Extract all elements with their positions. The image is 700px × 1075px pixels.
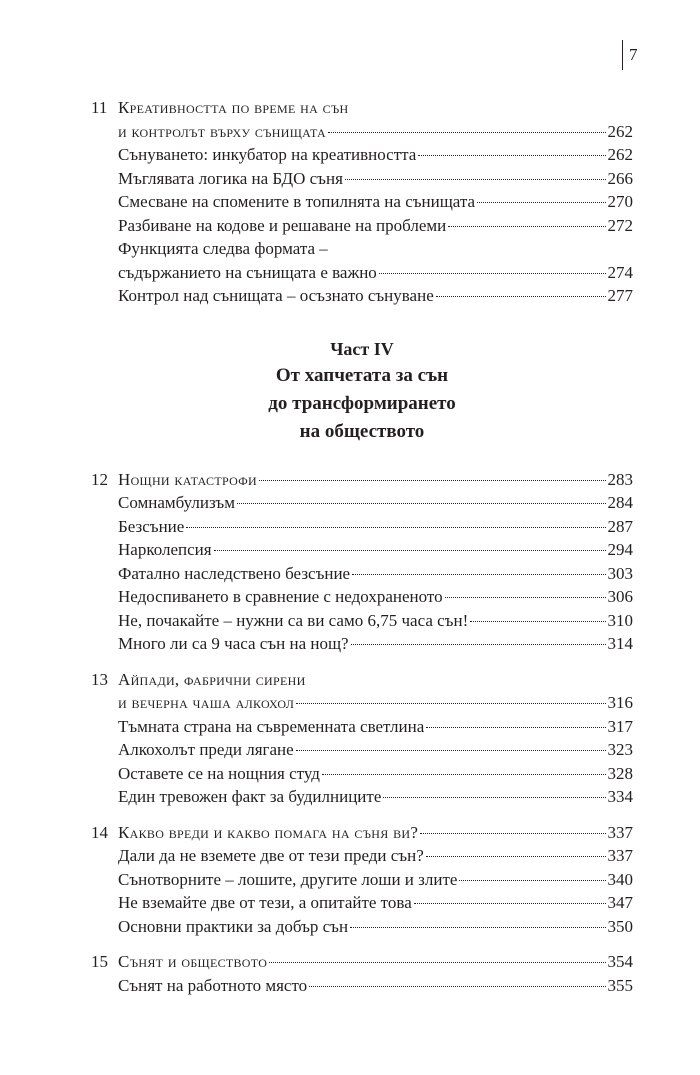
entry-title: Алкохолът преди лягане (118, 740, 294, 759)
part-title-line: От хапчетата за сън (275, 364, 449, 386)
chapter-title: Креативността по време на сън (118, 98, 349, 117)
toc-entry (91, 585, 633, 609)
dot-leader (445, 597, 606, 598)
dot-leader (269, 962, 605, 963)
entry-title: Контрол над сънищата – осъзнато сънуване (118, 286, 434, 305)
toc-entry (91, 891, 633, 915)
part-heading (91, 336, 633, 446)
chapter-number: 11 (91, 98, 108, 117)
page-ref: 274 (607, 262, 633, 282)
page-ref: 316 (607, 693, 633, 712)
chapter-title-line (91, 950, 633, 974)
dot-leader (379, 273, 606, 274)
chapter-13 (91, 668, 633, 809)
dot-leader (477, 202, 605, 203)
dot-leader (186, 527, 605, 528)
dot-leader (470, 621, 605, 622)
toc-entry (91, 562, 633, 586)
page-ref: 266 (607, 168, 633, 188)
entry-title: Тъмната страна на съвременната светлина (118, 716, 425, 736)
chapter-title-line (91, 96, 633, 120)
page-ref: 354 (607, 952, 633, 971)
entry-title: Разбиване на кодове и решаване на проблеми (118, 215, 447, 235)
toc-entry (91, 868, 633, 892)
dot-leader (448, 226, 605, 227)
chapter-title: Айпади, фабрични сирени (118, 669, 306, 689)
dot-leader (259, 480, 606, 481)
dot-leader (322, 774, 606, 775)
page-ref: 337 (607, 822, 633, 842)
toc-entry (91, 538, 633, 562)
page-ref: 347 (607, 893, 633, 912)
toc-entry (91, 143, 633, 167)
dot-leader (436, 296, 606, 297)
toc-entry (91, 762, 633, 786)
entry-title: Функцията следва формата – (118, 239, 328, 258)
chapter-number: 14 (91, 822, 108, 842)
toc-entry (91, 785, 633, 809)
toc-entry (91, 515, 633, 539)
entry-title: Един тревожен факт за будилниците (118, 787, 382, 806)
chapter-title-continued: и контролът върху сънищата (118, 121, 327, 141)
dot-leader (350, 927, 605, 928)
dot-leader (420, 833, 605, 834)
dot-leader (426, 727, 605, 728)
page-ref: 272 (607, 215, 633, 235)
page-ref: 277 (607, 286, 633, 305)
entry-title: Безсъние (118, 516, 185, 536)
dot-leader (418, 155, 605, 156)
page-ref: 328 (607, 763, 633, 783)
page-ref: 323 (607, 740, 633, 759)
entry-title: Дали да не вземете две от тези преди сън? (118, 846, 424, 865)
part-title-line: до трансформирането (268, 392, 456, 414)
dot-leader (345, 179, 606, 180)
entry-title-continued: съдържанието на сънищата е важно (118, 262, 377, 282)
toc-entry (91, 237, 633, 261)
entry-title: Основни практики за добър сън (118, 916, 349, 936)
chapter-number: 12 (91, 469, 108, 489)
dot-leader (237, 503, 606, 504)
toc-entry (91, 738, 633, 762)
page-ref: 334 (607, 787, 633, 806)
page-ref: 262 (607, 121, 633, 141)
page-ref: 340 (607, 869, 633, 889)
dot-leader (383, 797, 605, 798)
dot-leader (426, 856, 606, 857)
chapter-15 (91, 950, 633, 997)
page-number: 7 (622, 40, 638, 70)
page-ref: 284 (607, 493, 633, 512)
chapter-title-line (91, 668, 633, 692)
chapter-11 (91, 96, 633, 308)
page-ref: 310 (607, 610, 633, 630)
toc-entry (91, 214, 633, 238)
chapter-12 (91, 468, 633, 656)
entry-title: Сънуването: инкубатор на креативността (118, 145, 417, 164)
toc-entry (91, 261, 633, 285)
page-ref: 283 (607, 469, 633, 489)
dot-leader (296, 750, 606, 751)
toc-entry (91, 609, 633, 633)
page-ref: 294 (607, 540, 633, 559)
part-label: Част IV (330, 338, 394, 359)
toc-entry (91, 715, 633, 739)
chapter-title-line (91, 691, 633, 715)
page-ref: 303 (607, 563, 633, 583)
entry-title: Не, почакайте – нужни са ви само 6,75 часа сън! (118, 610, 469, 630)
dot-leader (328, 132, 605, 133)
entry-title: Оставете се на нощния студ (118, 763, 320, 783)
entry-title: Много ли са 9 часа сън на нощ? (118, 634, 349, 653)
entry-title: Мъглявата логика на БДО съня (118, 168, 343, 188)
toc-entry (91, 915, 633, 939)
toc-entry (91, 284, 633, 308)
dot-leader (296, 703, 605, 704)
entry-title: Сомнамбулизъм (118, 493, 235, 512)
chapter-number: 15 (91, 952, 108, 971)
dot-leader (459, 880, 605, 881)
table-of-contents (91, 96, 633, 997)
page-ref: 262 (607, 145, 633, 164)
chapter-title: Сънят и обществото (118, 952, 268, 971)
chapter-number: 13 (91, 669, 108, 689)
entry-title: Недоспиването в сравнение с недохраненото (118, 587, 443, 606)
entry-title: Сънотворните – лошите, другите лоши и злите (118, 869, 458, 889)
entry-title: Сънят на работното място (118, 975, 308, 995)
dot-leader (309, 986, 605, 987)
dot-leader (352, 574, 605, 575)
toc-entry (91, 190, 633, 214)
dot-leader (414, 903, 606, 904)
chapter-title: Какво вреди и какво помага на съня ви? (118, 822, 419, 842)
entry-title: Нарколепсия (118, 540, 212, 559)
entry-title: Не вземайте две от тези, а опитайте това (118, 893, 412, 912)
chapter-14 (91, 821, 633, 939)
toc-entry (91, 167, 633, 191)
page-ref: 337 (607, 846, 633, 865)
page-ref: 317 (607, 716, 633, 736)
entry-title: Фатално наследствено безсъние (118, 563, 351, 583)
entry-title: Смесване на спомените в топилнята на сънищата (118, 192, 476, 211)
chapter-title-line (91, 468, 633, 492)
page-ref: 350 (607, 916, 633, 936)
toc-entry (91, 632, 633, 656)
part-title-line: на обществото (299, 420, 425, 442)
page-ref: 355 (607, 975, 633, 995)
toc-entry (91, 844, 633, 868)
chapter-title-line (91, 821, 633, 845)
page-ref: 306 (607, 587, 633, 606)
dot-leader (214, 550, 606, 551)
page-ref: 314 (607, 634, 633, 653)
page-ref: 270 (607, 192, 633, 211)
chapter-title-continued: и вечерна чаша алкохол (118, 693, 295, 712)
toc-entry (91, 974, 633, 998)
page-ref: 287 (607, 516, 633, 536)
chapter-title: Нощни катастрофи (118, 469, 257, 489)
dot-leader (351, 644, 606, 645)
toc-entry (91, 491, 633, 515)
chapter-title-line (91, 120, 633, 144)
